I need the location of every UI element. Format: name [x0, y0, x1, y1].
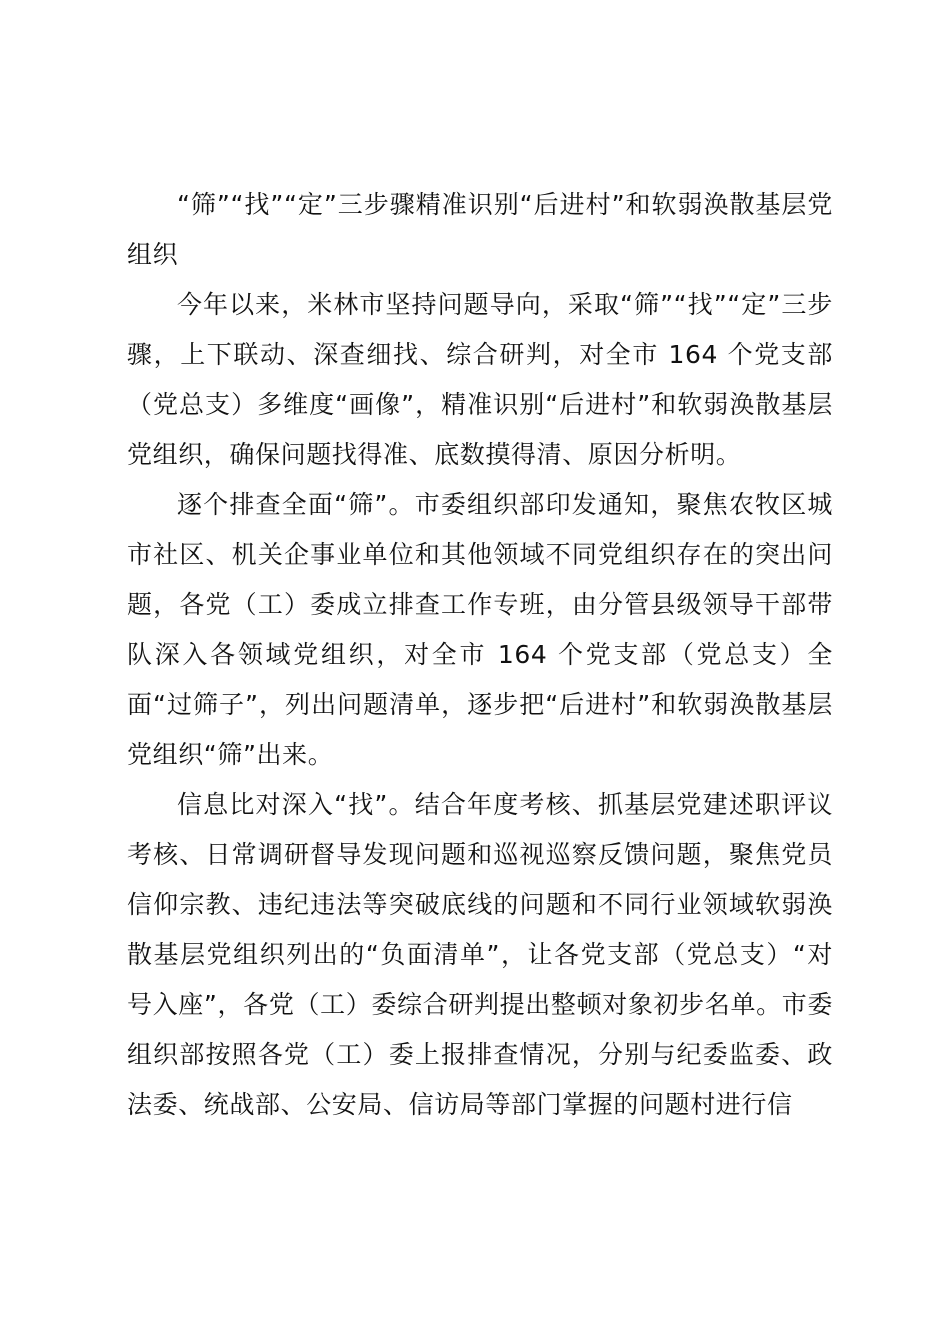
paragraph-finding: 信息比对深入“找”。结合年度考核、抓基层党建述职评议考核、日常调研督导发现问题和巡视巡察反馈问题，聚焦党员信仰宗教、违纪违法等突破底线的问题和不同行业领域软弱涣散基层党组织列出的“负面清单”，让各党支部（党总支）“对号入座”，各党（工）委综合研判提出整顿对象初步名单。市委组织部按照各党（工）委上报排查情况，分别与纪委监委、政法委、统战部、公安局、信访局等部门掌握的问题村进行信 — [127, 790, 833, 1119]
document-body — [127, 180, 833, 1130]
paragraph-screening: 逐个排查全面“筛”。市委组织部印发通知，聚焦农牧区城市社区、机关企事业单位和其他领域不同党组织存在的突出问题，各党（工）委成立排查工作专班，由分管县级领导干部带队深入各领域党组织，对全市 164 个党支部（党总支）全面“过筛子”，列出问题清单，逐步把“后进村”和软弱涣散基层党组织“筛”出来。 — [127, 490, 833, 769]
paragraph-intro: 今年以来，米林市坚持问题导向，采取“筛”“找”“定”三步骤，上下联动、深查细找、综合研判，对全市 164 个党支部（党总支）多维度“画像”，精准识别“后进村”和软弱涣散基层党组织，确保问题找得准、底数摸得清、原因分析明。 — [127, 290, 833, 469]
document-title: “筛”“找”“定”三步骤精准识别“后进村”和软弱涣散基层党组织 — [127, 190, 833, 269]
